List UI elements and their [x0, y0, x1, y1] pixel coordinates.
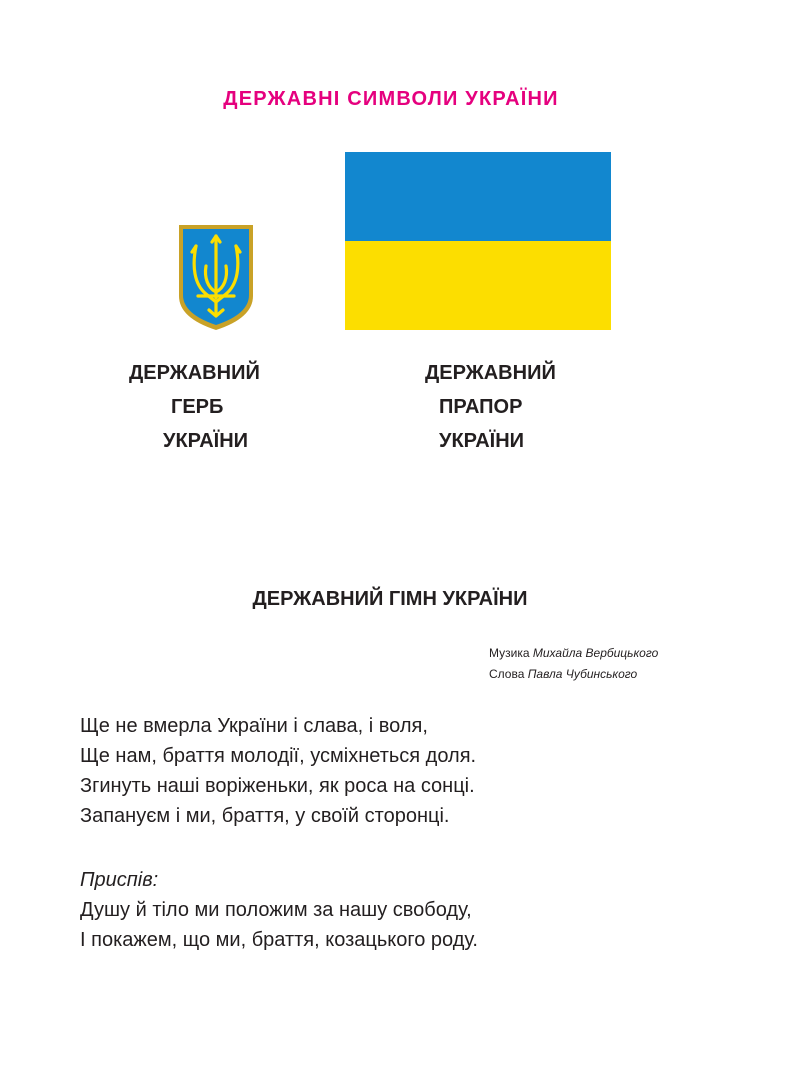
- flag-caption: [425, 356, 556, 458]
- anthem-chorus: [80, 865, 478, 955]
- music-credit: [489, 643, 658, 664]
- flag-caption-line: ДЕРЖАВНИЙ: [425, 362, 556, 384]
- verse-line: Запануєм і ми, браття, у своїй сторонці.: [80, 805, 450, 827]
- ukrainian-flag: [345, 152, 611, 330]
- chorus-line: Душу й тіло ми положим за нашу свободу,: [80, 899, 472, 921]
- verse-line: Ще не вмерла України і слава, і воля,: [80, 715, 428, 737]
- chorus-line: І покажем, що ми, браття, козацького роду.: [80, 929, 478, 951]
- anthem-verse: [80, 711, 476, 831]
- trident-coat-of-arms-icon: [176, 222, 256, 332]
- verse-line: Ще нам, браття молодії, усміхнеться доля.: [80, 745, 477, 767]
- verse-line: Згинуть наші воріженьки, як роса на сонці.: [80, 775, 475, 797]
- words-author: Павла Чубинського: [527, 667, 638, 681]
- chorus-label: Приспів:: [80, 869, 159, 891]
- coat-caption-line: ДЕРЖАВНИЙ: [129, 362, 260, 384]
- coat-of-arms-caption: [129, 356, 260, 458]
- flag-blue-stripe: [345, 152, 611, 241]
- words-credit: [489, 664, 658, 685]
- flag-caption-line: ПРАПОР: [439, 396, 523, 418]
- words-label: Слова: [489, 667, 525, 681]
- flag-caption-line: УКРАЇНИ: [439, 430, 525, 452]
- music-label: Музика: [489, 646, 530, 660]
- coat-caption-line: ГЕРБ: [171, 396, 224, 418]
- coat-caption-line: УКРАЇНИ: [163, 430, 249, 452]
- music-author: Михайла Вербицького: [532, 646, 659, 660]
- page-title: ДЕРЖАВНІ СИМВОЛИ УКРАЇНИ: [223, 88, 559, 110]
- anthem-title: ДЕРЖАВНИЙ ГІМН УКРАЇНИ: [252, 588, 528, 610]
- flag-yellow-stripe: [345, 241, 611, 330]
- anthem-credits: [489, 643, 658, 685]
